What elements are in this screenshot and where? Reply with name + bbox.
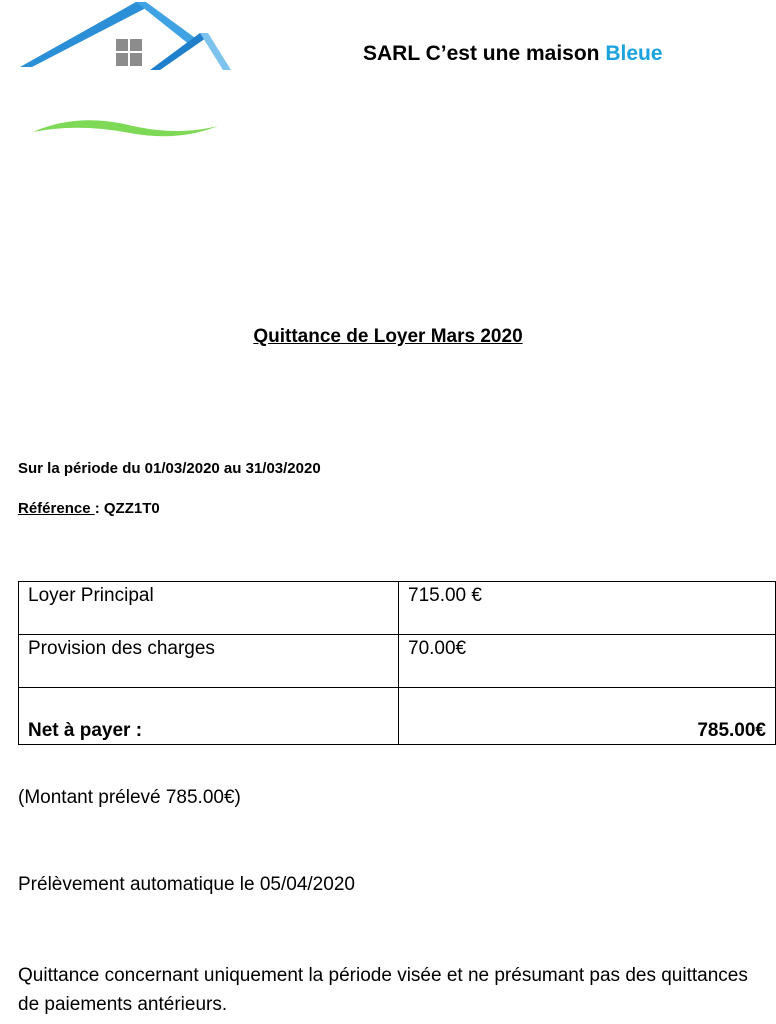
- company-name-prefix: SARL C’est une maison: [363, 42, 600, 65]
- reference-value: : QZZ1T0: [94, 500, 160, 517]
- total-value: 785.00€: [399, 688, 776, 745]
- row-label: Provision des charges: [19, 635, 399, 688]
- row-value: 70.00€: [399, 635, 776, 688]
- row-value: 715.00 €: [399, 582, 776, 635]
- note-paragraph: Quittance concernant uniquement la période visée et ne présumant pas des quittances de paiements antérieurs.: [18, 965, 748, 1015]
- table-row: [19, 635, 776, 688]
- document-title: Quittance de Loyer Mars 2020: [253, 326, 523, 347]
- company-name-accent: Bleue: [605, 42, 663, 65]
- reference-line: [18, 500, 160, 517]
- amount-paragraph: (Montant prélevé 785.00€): [18, 787, 241, 808]
- amounts-table: [18, 581, 776, 745]
- total-label: Net à payer :: [19, 688, 399, 745]
- company-name: [363, 42, 663, 66]
- period-line: Sur la période du 01/03/2020 au 31/03/2020: [18, 460, 321, 477]
- debit-paragraph: Prélèvement automatique le 05/04/2020: [18, 874, 355, 895]
- reference-label: Référence: [18, 500, 95, 517]
- row-label: Loyer Principal: [19, 582, 399, 635]
- table-row: [19, 582, 776, 635]
- house-logo: [18, 0, 238, 145]
- total-row: [19, 688, 776, 745]
